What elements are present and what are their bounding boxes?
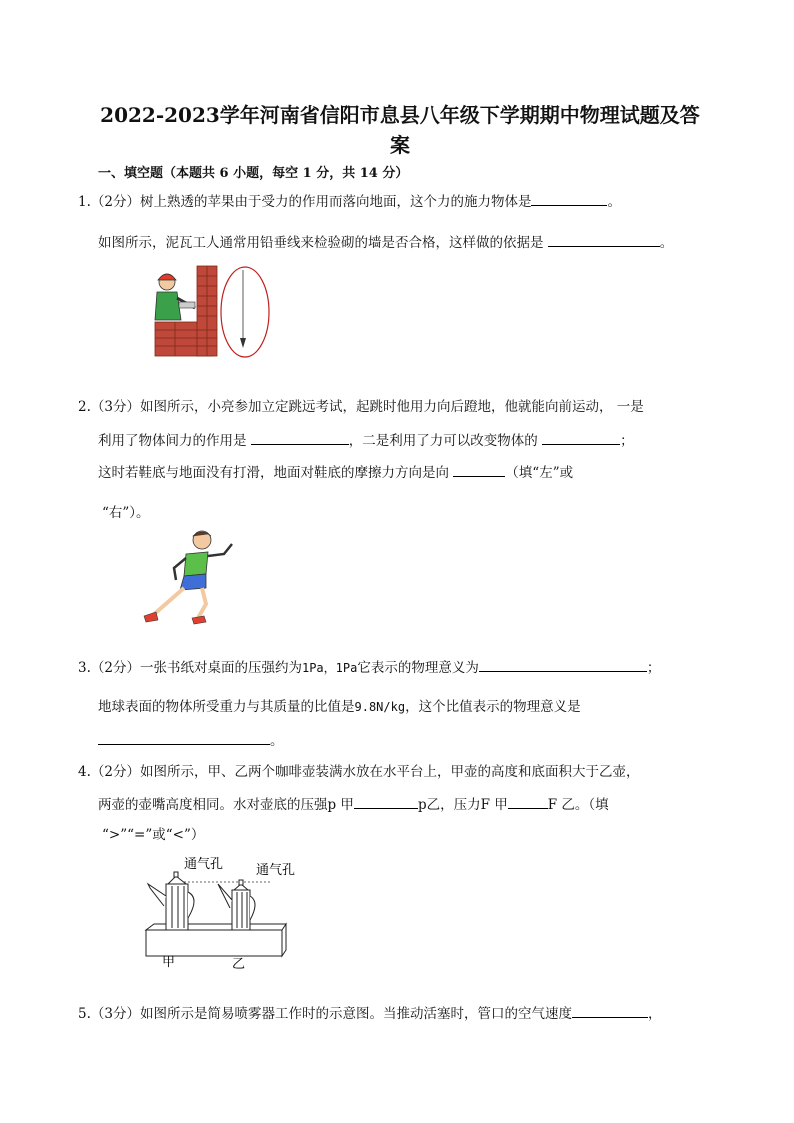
q2-blank-2[interactable]	[542, 431, 620, 445]
q3-line-3: 。	[98, 731, 284, 750]
q3-blank-2[interactable]	[98, 731, 270, 745]
mason-plumb-figure	[145, 262, 275, 362]
q3-line-1: 3.（2分）一张书纸对桌面的压强约为1Pa，1Pa它表示的物理意义为 ；	[78, 660, 661, 676]
vent-label-yi: 通气孔	[256, 863, 296, 878]
q1-text-2: 如图所示，泥瓦工人通常用铅垂线来检验砌的墙是否合格，这样做的依据是	[98, 235, 544, 251]
q5-line-1: 5.（3分）如图所示是简易喷雾器工作时的示意图。当推动活塞时，管口的空气速度 ，	[78, 1006, 662, 1022]
q2-line-2: 利用了物体间力的作用是 ，二是利用了力可以改变物体的 ；	[98, 433, 634, 449]
coffee-pots-figure	[140, 852, 310, 970]
q4-line-2: 两壶的壶嘴高度相同。水对壶底的压强p 甲 p乙，压力F 甲 F 乙。（填	[98, 797, 609, 813]
title-line-2: 案	[390, 133, 410, 157]
q1-blank-2[interactable]	[548, 233, 660, 247]
q5-blank-1[interactable]	[572, 1004, 648, 1018]
q4-blank-1[interactable]	[354, 795, 418, 809]
q2-line-1: 2.（3分）如图所示，小亮参加立定跳远考试，起跳时他用力向后蹬地，他就能向前运动， 一是	[78, 399, 644, 415]
pot-label-yi: 乙	[232, 957, 246, 972]
q1-blank-1[interactable]	[531, 192, 607, 206]
q4-line-1: 4.（2分）如图所示，甲、乙两个咖啡壶装满水放在水平台上，甲壶的高度和底面积大于乙壶，	[78, 764, 640, 780]
q1-line-1: 1.（2分）树上熟透的苹果由于受力的作用而落向地面，这个力的施力物体是 。	[78, 194, 621, 210]
document-title	[70, 100, 730, 160]
running-boy-figure	[140, 526, 240, 628]
q4-line-3: “>”“=”或“<”）	[102, 827, 205, 843]
coffee-pot-jia	[148, 872, 194, 930]
q3-line-2: 地球表面的物体所受重力与其质量的比值是9.8N/kg，这个比值表示的物理意义是	[98, 699, 581, 715]
q1-line-2: 如图所示，泥瓦工人通常用铅垂线来检验砌的墙是否合格，这样做的依据是 。	[98, 235, 674, 251]
q2-line-4: “右”）。	[102, 505, 150, 521]
worker	[155, 274, 195, 320]
vent-label-jia: 通气孔	[184, 857, 224, 872]
q2-blank-1[interactable]	[251, 431, 349, 445]
q2-blank-3[interactable]	[453, 463, 505, 477]
plumb-line-highlight	[221, 267, 269, 357]
q3-blank-1[interactable]	[479, 658, 647, 672]
coffee-pot-yi	[218, 880, 255, 930]
title-line-1: 2022-2023学年河南省信阳市息县八年级下学期期中物理试题及答	[100, 103, 700, 127]
pot-label-jia: 甲	[162, 955, 176, 970]
q2-line-3: 这时若鞋底与地面没有打滑，地面对鞋底的摩擦力方向是向 （填“左”或	[98, 465, 574, 481]
q1-text-1: 1.（2分）树上熟透的苹果由于受力的作用而落向地面，这个力的施力物体是	[78, 194, 532, 210]
q4-blank-2[interactable]	[508, 795, 548, 809]
section-heading: 一、填空题（本题共 6 小题，每空 1 分，共 14 分）	[98, 166, 409, 181]
